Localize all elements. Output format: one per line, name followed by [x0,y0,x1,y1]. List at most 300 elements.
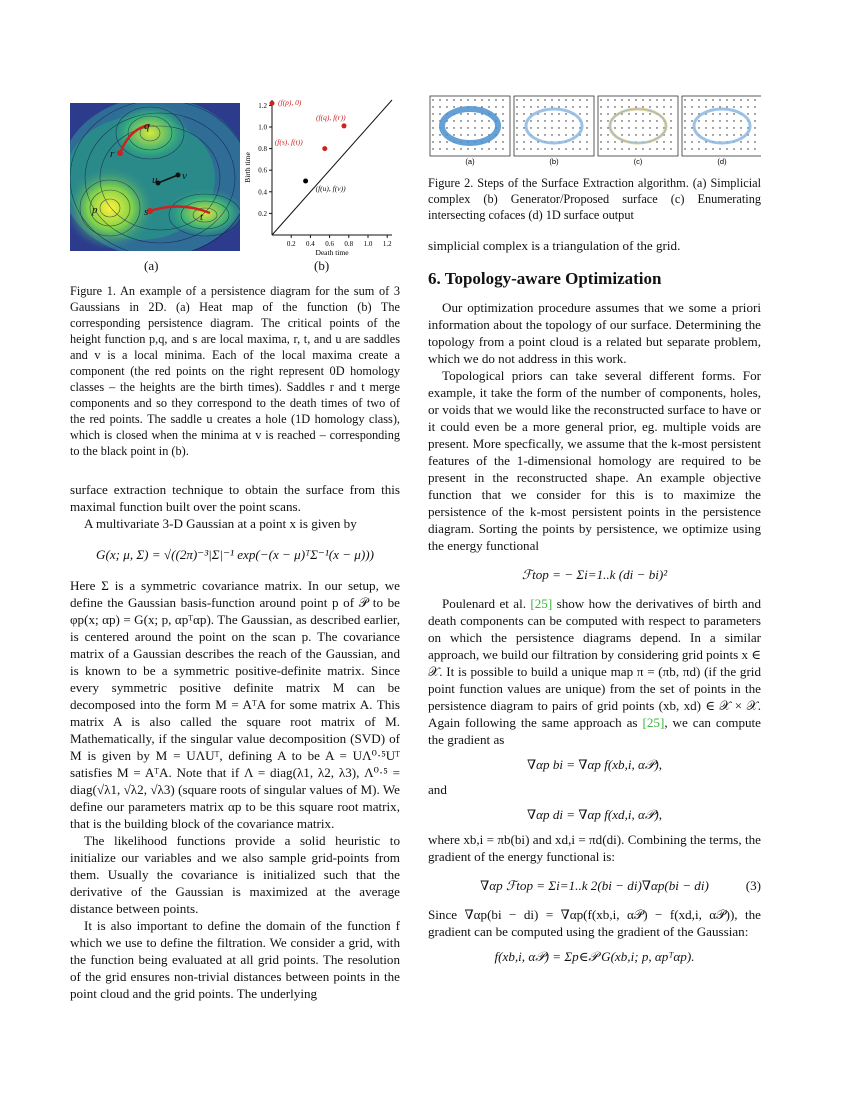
label-t: t [200,211,204,223]
grid-point [586,99,587,100]
grid-point [586,141,587,142]
grid-point [516,120,517,121]
grid-point [698,120,699,121]
grid-point [628,134,629,135]
grid-point [712,127,713,128]
grid-point [467,127,468,128]
grid-point [754,141,755,142]
grid-point [537,99,538,100]
grid-point [572,106,573,107]
grid-point [586,127,587,128]
grid-point [740,148,741,149]
grid-point [754,120,755,121]
grid-point [516,113,517,114]
grid-point [705,99,706,100]
paragraph: A multivariate 3-D Gaussian at a point x is given by [84,516,357,531]
grid-point [649,134,650,135]
grid-point [446,148,447,149]
label-p: p [92,204,98,216]
grid-point [516,141,517,142]
grid-point [726,106,727,107]
grid-point [635,148,636,149]
label-s: s [144,206,149,218]
panel-label: (a) [465,157,475,166]
grid-point [579,148,580,149]
citation-link[interactable]: [25] [530,596,553,611]
grid-point [684,141,685,142]
grid-point [635,120,636,121]
figure-2-caption: Figure 2. Steps of the Surface Extraction algorithm. (a) Simplicial complex (b) Generator/Proposed surface (c) Enumerating intersecting cofaces (d) 1D surface output [428,176,761,222]
grid-point [705,134,706,135]
grid-point [446,127,447,128]
grid-point [740,134,741,135]
grid-point [495,141,496,142]
label-r: r [110,148,115,160]
grid-point [607,148,608,149]
grid-point [649,127,650,128]
grid-point [621,127,622,128]
grid-point [523,127,524,128]
grid-point [523,113,524,114]
grid-point [691,113,692,114]
grid-point [670,113,671,114]
grid-point [586,106,587,107]
grid-point [698,127,699,128]
grid-point [607,113,608,114]
paragraph: simplicial complex is a triangulation of the grid. [428,238,681,253]
grid-point [516,148,517,149]
grid-point [740,127,741,128]
grid-point [586,120,587,121]
grid-point [754,148,755,149]
grid-point [754,106,755,107]
equation-number: (3) [745,878,761,893]
y-tick-label: 0.8 [258,145,267,154]
grid-point [530,141,531,142]
grid-point [733,134,734,135]
grid-point [754,99,755,100]
grid-point [537,134,538,135]
grid-point [600,113,601,114]
grid-point [621,134,622,135]
grid-point [530,127,531,128]
grid-point [670,134,671,135]
grid-point [460,148,461,149]
grid-point [684,127,685,128]
grid-point [698,99,699,100]
grid-point [705,127,706,128]
grid-point [691,120,692,121]
grid-point [649,148,650,149]
grid-point [565,120,566,121]
figure-1-caption: Figure 1. An example of a persistence diagram for the sum of 3 Gaussians in 2D. (a) Heat map of the function (b) The corresponding persistence diagram. The critical points of the height function p,q, and s are local maxima, r, t, and u are saddles and v is a local minima. Each of the local maxima create a component (the red points on the right represent 0D homology classes – the heights are the birth times). Saddles r and t merge components and so they correspond to the death times of two of the red points. The saddle u creates a hole (1D homology class), which is closed when the minima at v is reached – corresponding to the black point in (b). [70,284,400,458]
grid-point [502,99,503,100]
paragraph: Topological priors can take several different forms. For example, it take the form of the number of components, holes, or voids that we would like the reconstructed surface to have or it could even be a more general prior, eg. multiple voids are present. More specfically, we assume that the k-most persistent features of the 1-dimensional homology are required to be present in the reconstructed shape. An example objective function that we consider for this is to maximize the persistence of the k-most persistent points in the persistence diagram. Sorting the points by persistence, we optimize using the energy functional [428,368,761,553]
equation-gaussian: G(x; μ, Σ) = √((2π)⁻³|Σ|⁻¹ exp(−(x − μ)ᵀΣ⁻¹(x − μ))) [96,547,374,562]
grid-point [579,113,580,114]
grid-point [614,99,615,100]
grid-point [600,141,601,142]
panel-label: (d) [717,157,727,166]
grid-point [516,106,517,107]
grid-point [733,113,734,114]
paragraph: Here Σ is a symmetric covariance matrix. In our setup, we define the Gaussian basis-function around point p of 𝒫 to be φp(x; αp) = G(x; p, αpᵀαp). The Gaussian, as described earlier, is centered around the point on the scan p. The covariance matrix of a Gaussian describes the reach of the Gaussian, and is known to be a symmetric positive-definite matrix. Since every symmetric positive definite matrix M can be decomposed into the form M = AᵀA for some matrix A. This matrix A is also called the square root matrix of M. Mathematically, if the singular value decomposition (SVD) of M is given by M = UΛUᵀ, defining A to be A = UΛ⁰·⁵Uᵀ satisfies M = AᵀA. Note that if Λ = diag(λ1, λ2, λ3), Λ⁰·⁵ = diag(√λ1, √λ2, √λ3) (square roots of singular values of M). We define our parameters matrix αp to be this square root matrix, that is the building block of the covariance matrix. [70,578,400,831]
grid-point [495,99,496,100]
grid-point [691,141,692,142]
grid-point [439,148,440,149]
grid-point [530,148,531,149]
grid-point [684,99,685,100]
data-point [270,101,275,106]
grid-point [642,134,643,135]
grid-point [558,113,559,114]
grid-point [691,106,692,107]
grid-point [719,120,720,121]
x-tick-label: 0.4 [306,240,315,248]
grid-point [572,127,573,128]
grid-point [600,148,601,149]
grid-point [523,134,524,135]
grid-point [460,127,461,128]
grid-point [502,134,503,135]
grid-point [663,106,664,107]
grid-point [684,148,685,149]
grid-point [565,127,566,128]
grid-point [460,113,461,114]
panel-label: (c) [633,157,643,166]
grid-point [453,148,454,149]
grid-point [628,113,629,114]
grid-point [747,99,748,100]
paragraph: surface extraction technique to obtain the surface from this maximal function built over the point scans. [70,482,400,514]
grid-point [502,127,503,128]
grid-point [670,106,671,107]
grid-point [439,141,440,142]
grid-point [607,120,608,121]
grid-point [544,127,545,128]
paragraph: Since ∇αp(bi − di) = ∇αp(f(xb,i, α𝒫) − f(xd,i, α𝒫)), the gradient can be computed using the gradient of the Gaussian: [428,907,761,939]
grid-point [460,120,461,121]
grid-point [712,113,713,114]
subfig-a-label: (a) [144,258,159,273]
grid-point [558,134,559,135]
grid-point [719,106,720,107]
grid-point [656,141,657,142]
grid-point [544,134,545,135]
grid-point [558,106,559,107]
grid-point [551,120,552,121]
heatmap-figure [70,103,240,251]
grid-point [698,148,699,149]
grid-point [453,99,454,100]
grid-point [698,141,699,142]
grid-point [600,99,601,100]
grid-point [439,106,440,107]
grid-point [621,106,622,107]
equation-grad-b: ∇αp bi = ∇αp f(xb,i, α𝒫), [526,757,662,772]
grid-point [544,120,545,121]
paragraph: where xb,i = πb(bi) and xd,i = πd(di). Combining the terms, the gradient of the energy functional is: [428,832,761,864]
y-tick-label: 0.4 [258,188,267,197]
x-axis-label: Death time [315,248,349,257]
grid-point [446,141,447,142]
grid-point [642,106,643,107]
grid-point [523,106,524,107]
grid-point [670,127,671,128]
grid-point [754,127,755,128]
grid-point [530,120,531,121]
grid-point [481,127,482,128]
grid-point [495,148,496,149]
grid-point [565,99,566,100]
grid-point [600,127,601,128]
paragraph-text: show how the derivatives of birth and death components can be computed with respect to parameters on which the persistence diagrams depend. In a similar approach, we build our filtration by considering grid points x ∈ 𝒳. It is possible to build a unique map π = (πb, πd) (if the grid point function values are unique) from the set of points in the persistence diagram to pairs of grid points (xb, xd) ∈ 𝒳 × 𝒳. Again following the same approach as [428,596,761,730]
y-tick-label: 1.2 [258,101,267,110]
grid-point [719,113,720,114]
grid-point [579,141,580,142]
grid-point [565,148,566,149]
grid-point [453,120,454,121]
grid-point [614,106,615,107]
grid-point [635,134,636,135]
grid-point [481,99,482,100]
paragraph: The likelihood functions provide a solid heuristic to initialize our variables and we also sample grid-points from them. Usually the covariance is initialized such that the derivative of the Gaussian is maximized at the average distance between points. [70,833,400,916]
grid-point [467,148,468,149]
grid-point [649,120,650,121]
grid-point [488,127,489,128]
grid-point [754,134,755,135]
grid-point [740,141,741,142]
grid-point [635,127,636,128]
grid-point [726,113,727,114]
y-tick-label: 0.6 [258,166,267,175]
grid-point [656,134,657,135]
grid-point [663,99,664,100]
x-tick-label: 1.2 [382,240,392,248]
grid-point [656,148,657,149]
grid-point [558,120,559,121]
grid-point [432,120,433,121]
grid-point [656,99,657,100]
grid-point [698,106,699,107]
grid-point [712,106,713,107]
grid-point [628,127,629,128]
grid-point [607,106,608,107]
grid-point [614,120,615,121]
grid-point [747,106,748,107]
grid-point [579,106,580,107]
grid-point [691,99,692,100]
grid-point [747,148,748,149]
grid-point [474,127,475,128]
grid-point [614,148,615,149]
grid-point [642,120,643,121]
x-tick-label: 0.2 [286,240,296,248]
grid-point [537,120,538,121]
grid-point [481,148,482,149]
grid-point [432,113,433,114]
grid-point [537,106,538,107]
y-axis-label: Birth time [243,152,252,183]
grid-point [733,99,734,100]
grid-point [572,141,573,142]
grid-point [691,127,692,128]
grid-point [691,148,692,149]
grid-point [705,148,706,149]
grid-point [432,148,433,149]
grid-point [642,127,643,128]
grid-point [754,113,755,114]
citation-link[interactable]: [25] [642,715,665,730]
label-v: v [182,170,187,182]
label-q: q [144,120,150,132]
grid-point [635,113,636,114]
grid-point [635,106,636,107]
paragraph-text: , we can compute the gradient as [428,715,761,747]
label-u: u [152,174,158,186]
grid-point [530,106,531,107]
paragraph-text: Poulenard et al. [442,596,527,611]
grid-point [607,141,608,142]
figure-2 [428,95,761,167]
grid-point [586,134,587,135]
x-tick-label: 0.8 [344,240,354,248]
grid-point [635,99,636,100]
persistence-diagram [242,95,400,260]
grid-point [614,127,615,128]
grid-point [656,106,657,107]
point-label: (f(q), f(r)) [316,112,346,122]
grid-point [586,113,587,114]
subfig-b-label: (b) [314,258,330,273]
surface-extraction-figure [428,95,761,167]
grid-point [572,148,573,149]
equation-3: ∇αp ℱtop = Σi=1..k 2(bi − di)∇αp(bi − di) [480,878,709,893]
grid-point [726,127,727,128]
grid-point [719,148,720,149]
grid-point [656,127,657,128]
grid-point [572,120,573,121]
grid-point [551,134,552,135]
grid-point [474,99,475,100]
grid-point [726,99,727,100]
grid-point [495,106,496,107]
grid-point [453,106,454,107]
left-column [70,95,400,1002]
grid-point [523,99,524,100]
x-tick-label: 0.6 [325,240,334,248]
grid-point [642,148,643,149]
panel-label: (b) [549,157,559,166]
grid-point [481,120,482,121]
grid-point [719,127,720,128]
grid-point [621,120,622,121]
grid-point [621,99,622,100]
grid-point [488,99,489,100]
grid-point [551,99,552,100]
grid-point [705,106,706,107]
grid-point [467,120,468,121]
grid-point [642,113,643,114]
point-label: (f(u), f(v)) [315,184,346,193]
grid-point [747,113,748,114]
grid-point [565,113,566,114]
paragraph: Our optimization procedure assumes that we some a priori information about the topology of our surface. Determining the topology from a point cloud is a related but separate problem, which we do not address in this work. [428,300,761,366]
grid-point [628,99,629,100]
grid-point [544,99,545,100]
grid-point [628,120,629,121]
y-tick-label: 1.0 [258,123,267,132]
grid-point [691,134,692,135]
grid-point [621,148,622,149]
grid-point [740,99,741,100]
grid-point [649,106,650,107]
grid-point [733,148,734,149]
grid-point [439,99,440,100]
grid-point [558,148,559,149]
grid-point [467,99,468,100]
grid-point [460,134,461,135]
grid-point [684,106,685,107]
equation-ftop: ℱtop = − Σi=1..k (di − bi)² [521,567,668,582]
y-tick-label: 0.2 [258,209,267,218]
grid-point [474,113,475,114]
grid-point [663,141,664,142]
grid-point [551,148,552,149]
grid-point [446,106,447,107]
grid-point [453,134,454,135]
grid-point [565,134,566,135]
grid-point [670,120,671,121]
grid-point [530,99,531,100]
grid-point [537,127,538,128]
section-heading: 6. Topology-aware Optimization [428,269,662,288]
grid-point [733,106,734,107]
data-point [303,179,308,184]
grid-point [614,141,615,142]
grid-point [488,148,489,149]
grid-point [432,127,433,128]
grid-point [467,134,468,135]
grid-point [523,148,524,149]
grid-point [670,148,671,149]
grid-point [453,127,454,128]
grid-point [502,141,503,142]
point-label: (f(p), 0) [278,98,302,108]
grid-point [684,120,685,121]
grid-point [488,120,489,121]
grid-point [460,99,461,100]
grid-point [733,120,734,121]
grid-point [432,134,433,135]
grid-point [432,141,433,142]
grid-point [579,99,580,100]
grid-point [656,120,657,121]
grid-point [572,99,573,100]
grid-point [565,106,566,107]
grid-point [740,120,741,121]
grid-point [684,134,685,135]
grid-point [537,148,538,149]
grid-point [586,148,587,149]
grid-point [502,120,503,121]
grid-point [474,134,475,135]
paragraph: It is also important to define the domain of the function f which we use to define the filtration. We consider a grid, with the function being evaluated at all grid points. The resolution of the grid ensures non-trivial distances between points in the point cloud and the grid points. The underlying [70,918,400,1001]
grid-point [628,106,629,107]
grid-point [502,106,503,107]
grid-point [516,134,517,135]
grid-point [544,148,545,149]
